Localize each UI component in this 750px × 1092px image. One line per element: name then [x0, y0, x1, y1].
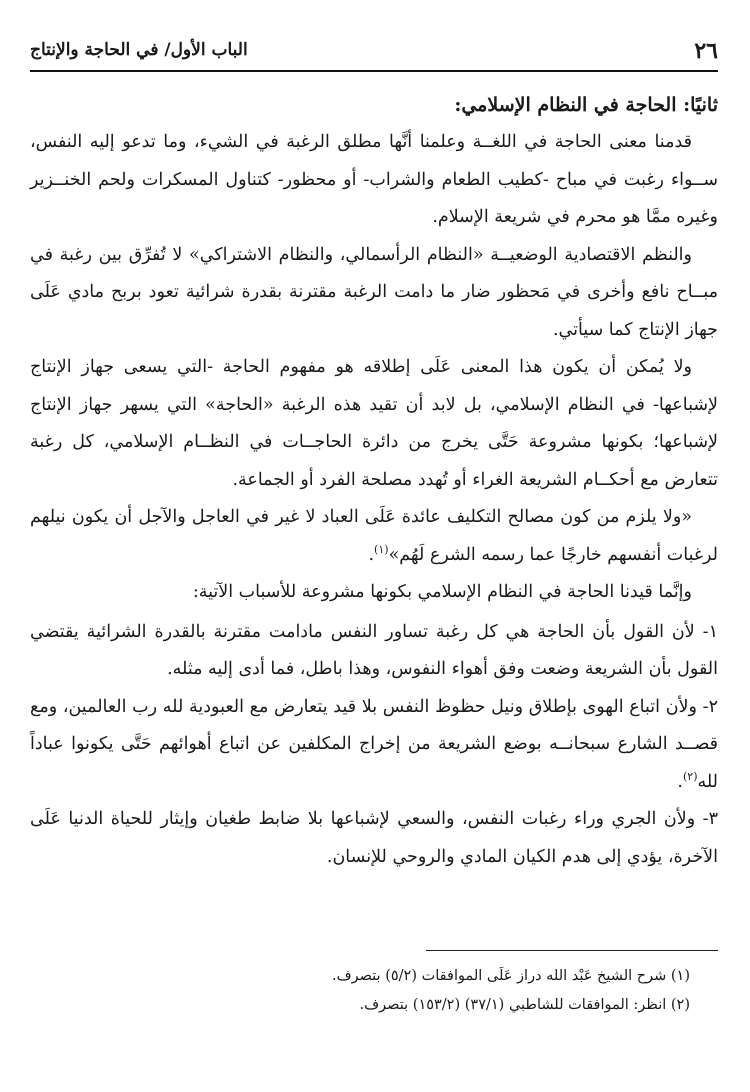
paragraph-2: والنظم الاقتصادية الوضعيــة «النظام الرأسمالي، والنظام الاشتراكي» لا تُفرِّق بين رغبة في مبــاح نافع وأخرى في مَحظور ضار ما دامت الرغبة مقترنة بقدرة شرائية تعود بربح مادي عَلَى جهاز الإنتاج كما سيأتي.	[30, 244, 718, 340]
footnote-1: (١) شرح الشيخ عَبْد الله دراز عَلَى الموافقات (٥/٢) بتصرف.	[331, 968, 690, 984]
footnote-divider	[426, 950, 718, 951]
paragraph-4-text: «ولا يلزم من كون مصالح التكليف عائدة عَلَى العباد لا غير في العاجل والآجل أن يكون نيلهم لرغبات أنفسهم خارجًا عما رسمه الشرع لَهُم»	[30, 507, 718, 565]
page-header	[30, 38, 718, 70]
page-number: ٢٦	[694, 38, 718, 64]
footnote-ref-1[interactable]: (١)	[374, 542, 389, 556]
paragraph-1: قدمنا معنى الحاجة في اللغــة وعلمنا أنَّها مطلق الرغبة في الشيء، وما تدعو إليه النفس، ســواء رغبت في مباح -كطيب الطعام والشراب- أو محظور- كتناول المسكرات ولحم الخنــزير وغيره ممَّا هو محرم في شريعة الإسلام.	[30, 132, 718, 227]
list-item-2	[30, 689, 718, 802]
footnote-2: (٢) انظر: الموافقات للشاطبي (٣٧/١) (١٥٣/٢) بتصرف.	[359, 997, 690, 1013]
header-divider	[30, 70, 718, 72]
paragraph-4-end: .	[368, 544, 375, 565]
list-item-2-text: ٢- ولأن اتباع الهوى بإطلاق ونيل حظوظ النفس بلا قيد يتعارض مع العبودية لله رب العالمين، ومع قصــد الشارع سبحانــه بوضع الشريعة من إخراج المكلفين عن اتباع أهوائهم حَتَّى يكونوا عباداً لله	[30, 696, 718, 792]
paragraph-4	[30, 499, 718, 574]
list-item-2-end: .	[677, 771, 683, 792]
running-title: الباب الأول/ في الحاجة والإنتاج	[30, 40, 248, 60]
footnote-ref-2[interactable]: (٢)	[682, 769, 698, 783]
section-title: ثانيًا: الحاجة في النظام الإسلامي:	[454, 94, 718, 116]
footnotes	[30, 962, 690, 1020]
paragraph-3: ولا يُمكن أن يكون هذا المعنى عَلَى إطلاقه هو مفهوم الحاجة -التي يسعى جهاز الإنتاج لإشباعها- في النظام الإسلامي، بل لابد أن تقيد هذه الرغبة «الحاجة» التي يسهر جهاز الإنتاج لإشباعها؛ بكونها مشروعة حَتَّى يخرج من دائرة الحاجــات في النظــام الإسلامي، كل رغبة تتعارض مع أحكــام الشريعة الغراء أو تُهدد مصلحة الفرد أو الجماعة.	[30, 357, 718, 490]
list-item-1: ١- لأن القول بأن الحاجة هي كل رغبة تساور النفس مادامت مقترنة بالقدرة الشرائية يقتضي القول بأن الشريعة وضعت وفق أهواء النفوس، وهذا باطل، فما أدى إليه مثله.	[30, 621, 718, 679]
main-text	[30, 86, 718, 876]
paragraph-5: وإنَّما قيدنا الحاجة في النظام الإسلامي بكونها مشروعة للأسباب الآتية:	[192, 582, 692, 602]
list-item-3: ٣- ولأن الجري وراء رغبات النفس، والسعي لإشباعها بلا ضابط طغيان وإيثار للحياة الدنيا عَلَى الآخرة، يؤدي إلى هدم الكيان المادي والروحي للإنسان.	[30, 809, 718, 867]
